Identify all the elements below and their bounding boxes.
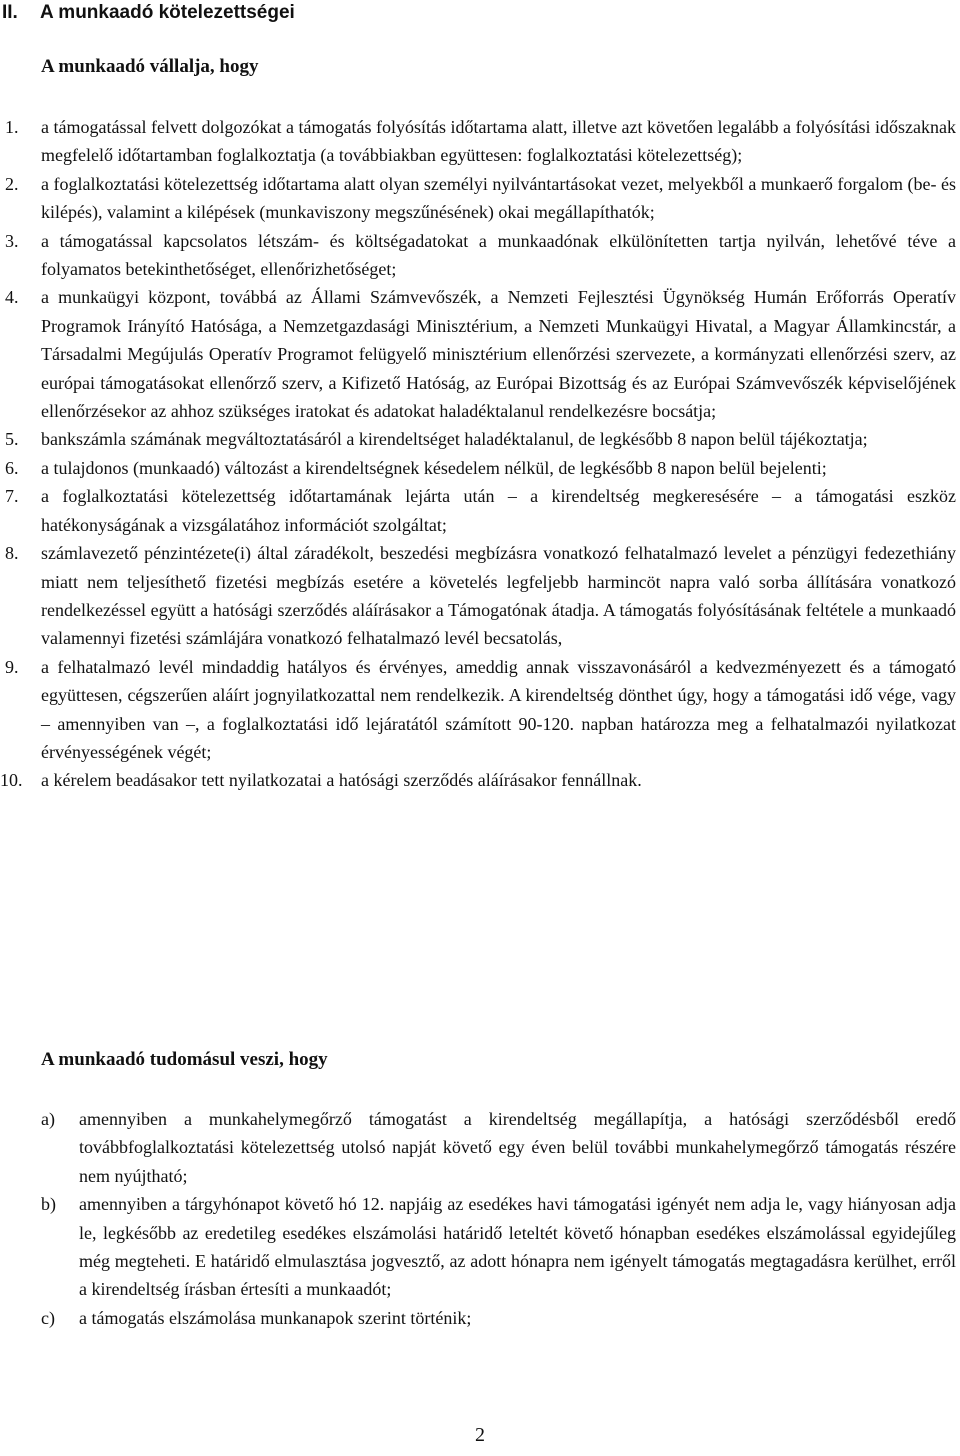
list-item: [0, 227, 960, 284]
list-item: [0, 454, 960, 482]
item-text: a tulajdonos (munkaadó) változást a kirendeltségnek késedelem nélkül, de legkésőbb 8 napon belül bejelenti;: [41, 457, 827, 478]
item-number: 8.: [5, 543, 19, 564]
section-number: II.: [2, 2, 18, 23]
item-text: amennyiben a tárgyhónapot követő hó 12. napjáig az esedékes havi támogatási igényét nem adja le, vagy hiányosan adja le, legkésőbb az eredetileg esedékes elszámolási határidő leteltét követő hónapban esedékes elszámolással egyidejűleg még megteheti. E határidő elmulasztása jogvesztő, az adott hónapra nem igényelt támogatás megtagadásra kerülhet, erről a kirendeltség írásban értesíti a munkaadót;: [79, 1194, 956, 1300]
obligations-list: [0, 113, 960, 795]
page-number: 2: [475, 1424, 485, 1446]
item-number: 5.: [5, 429, 19, 450]
item-text: a kérelem beadásakor tett nyilatkozatai a hatósági szerződés aláírásakor fennállnak.: [41, 770, 642, 791]
item-number: 4.: [5, 287, 19, 308]
item-text: a foglalkoztatási kötelezettség időtartamának lejárta után – a kirendeltség megkeresésére – a támogatási eszköz hatékonyságának a vizsgálatához információt szolgáltat;: [41, 486, 956, 535]
item-text: a foglalkoztatási kötelezettség időtartama alatt olyan személyi nyilvántartásokat vezet, melyekből a munkaerő forgalom (be- és kilépés), valamint a kilépések (munkaviszony megszűnésének) okai megállapíthatók;: [41, 173, 956, 223]
item-letter: c): [41, 1307, 55, 1328]
list-item: [0, 766, 960, 794]
item-number: 2.: [5, 173, 19, 194]
list-item: [0, 113, 960, 170]
list-item: [0, 170, 960, 227]
item-text: a munkaügyi központ, továbbá az Állami Számvevőszék, a Nemzeti Fejlesztési Ügynökség Humán Erőforrás Operatív Programok Irányító Hatósága, a Nemzetgazdasági Minisztérium, a Nemzeti Munkaügyi Hivatal, a Magyar Államkincstár, a Társadalmi Megújulás Operatív Programot felügyelő minisztérium ellenőrzési szervezete, a kormányzati ellenőrzési szerv, az európai támogatásokat ellenőrző szerv, a Kifizető Hatóság, az Európai Bizottság és az Európai Számvevőszék képviselőjének ellenőrzésekor az ahhoz szükséges iratokat és adatokat haladéktalanul rendelkezésre bocsátja;: [41, 287, 956, 422]
list-item: [0, 1304, 960, 1332]
item-number: 3.: [5, 230, 19, 251]
item-letter: a): [41, 1109, 55, 1129]
list-item: [0, 482, 960, 539]
list-item: [0, 653, 960, 767]
item-text: számlavezető pénzintézete(i) által záradékolt, beszedési megbízásra vonatkozó felhatalmazó levelet a pénzügyi fedezethiány miatt nem teljesíthető fizetési megbízás esetére a követelés legfeljebb harmincöt napra való sorba állítására vonatkozó rendelkezéssel együtt a hatósági szerződés aláírásakor a Támogatónak átadja. A támogatás folyósításának feltétele a munkaadó valamennyi fizetési számlájára vonatkozó felhatalmazó levél becsatolás,: [41, 543, 956, 649]
obligations-heading: A munkaadó vállalja, hogy: [41, 56, 259, 77]
item-text: amennyiben a munkahelymegőrző támogatást a kirendeltség megállapítja, a hatósági szerződésből eredő továbbfoglalkoztatási kötelezettség utolsó napját követő egy éven belül további munkahelymegőrző támogatás részére nem nyújtható;: [79, 1109, 956, 1186]
item-text: a támogatás elszámolása munkanapok szerint történik;: [79, 1307, 472, 1328]
section-title: [2, 2, 295, 24]
item-text: a felhatalmazó levél mindaddig hatályos és érvényes, ameddig annak visszavonásáról a kedvezményezett és a támogató együttesen, cégszerűen aláírt jognyilatkozattal nem rendelkezik. A kirendeltség dönthet úgy, hogy a támogatási idő vége, vagy – amennyiben van –, a foglalkoztatási idő lejáratától számított 90-120. napban határozza meg a felhatalmazói nyilatkozat érvényességének végét;: [41, 656, 956, 762]
acknowledgements-list: [0, 1105, 960, 1332]
item-text: a támogatással felvett dolgozókat a támogatás folyósítás időtartama alatt, illetve azt követően legalább a folyósítási időszaknak megfelelő időtartamban foglalkoztatja (a továbbiakban együttesen: foglalkoztatási kötelezettség);: [41, 117, 956, 166]
list-item: [0, 1105, 960, 1190]
item-text: bankszámla számának megváltoztatásáról a kirendeltséget haladéktalanul, de legkésőbb 8 napon belül tájékoztatja;: [41, 429, 868, 450]
list-item: [0, 425, 960, 453]
item-number: 6.: [5, 457, 19, 478]
acknowledgements-heading: A munkaadó tudomásul veszi, hogy: [41, 1049, 328, 1070]
item-number: 9.: [5, 656, 19, 677]
item-number: 1.: [5, 117, 19, 137]
list-item: [0, 283, 960, 425]
list-item: [0, 539, 960, 653]
item-number: 10.: [0, 770, 23, 791]
section-title-text: A munkaadó kötelezettségei: [40, 2, 295, 23]
item-number: 7.: [5, 486, 19, 507]
item-text: a támogatással kapcsolatos létszám- és költségadatokat a munkaadónak elkülönítetten tartja nyilván, lehetővé téve a folyamatos betekinthetőséget, ellenőrizhetőséget;: [41, 230, 956, 280]
item-letter: b): [41, 1194, 56, 1215]
list-item: [0, 1190, 960, 1304]
